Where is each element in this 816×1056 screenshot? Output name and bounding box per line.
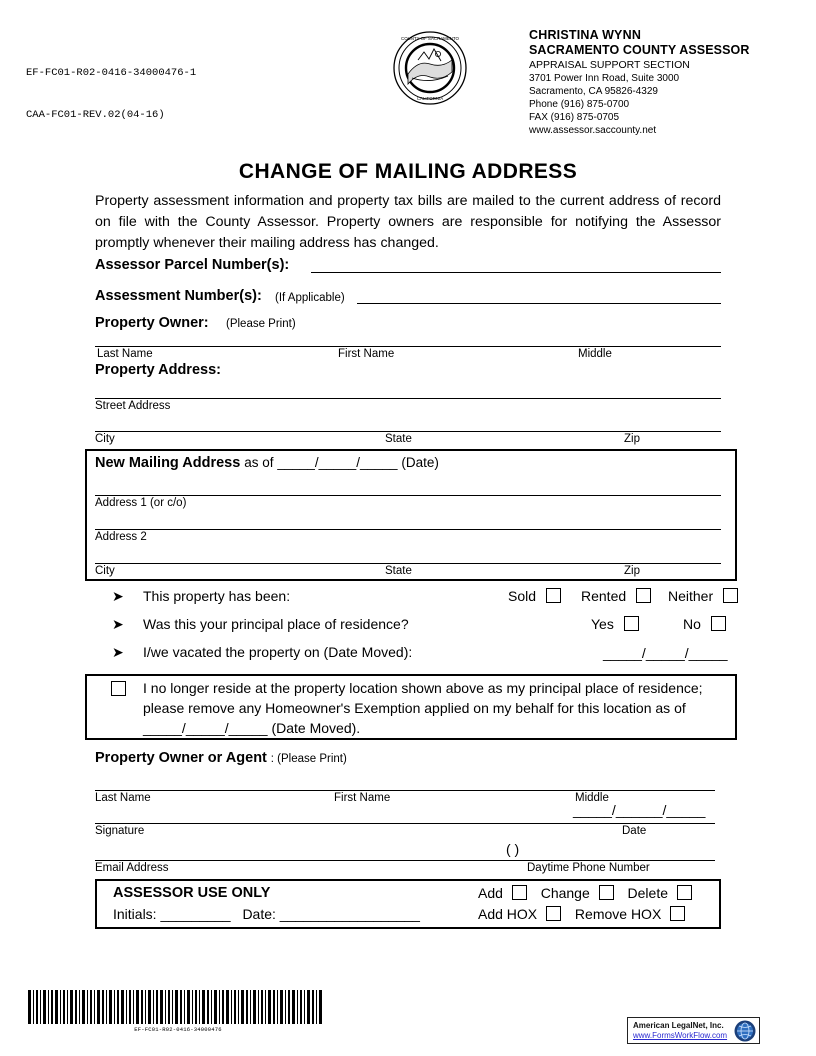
new-mailing-heading: New Mailing Address [95,455,241,471]
owner-name-input[interactable] [95,346,721,347]
bullet-arrow-icon-2: ➤ [112,617,124,633]
question-2-text: Was this your principal place of residence? [143,616,409,632]
option-sold-label: Sold [508,588,537,604]
email-caption: Email Address [95,862,169,874]
assessor-date-input[interactable]: __________________ [279,906,420,922]
form-code-line-1: EF-FC01-R02-0416-34000476-1 [26,67,197,79]
legalnet-logo[interactable] [627,1017,760,1044]
agency-info [529,28,799,137]
barcode-icon [28,990,324,1024]
assessment-number-input[interactable] [357,303,721,304]
street-address-caption: Street Address [95,400,171,412]
bullet-arrow-icon: ➤ [112,589,124,605]
owner-last-name-caption: Last Name [97,348,153,360]
question-1-option-neither [668,588,738,604]
phone-area-code-input[interactable]: ( ) [506,841,520,857]
owner-agent-note: : (Please Print) [270,753,347,765]
address-line-2: Sacramento, CA 95826-4329 [529,86,658,97]
new-address1-caption: Address 1 (or c/o) [95,497,187,509]
new-address1-input[interactable] [95,495,721,496]
legalnet-url[interactable]: www.FormsWorkFlow.com [633,1031,728,1040]
checkbox-remove-exemption[interactable] [111,681,126,696]
checkbox-sold[interactable] [546,588,561,603]
add-label: Add [478,885,503,901]
owner-agent-heading: Property Owner or Agent [95,750,267,766]
checkbox-neither[interactable] [723,588,738,603]
initials-date-row [113,906,420,922]
apn-input[interactable] [311,272,721,273]
page-title: CHANGE OF MAILING ADDRESS [238,160,578,183]
page-header [0,28,816,148]
globe-icon [733,1019,757,1048]
state-caption: State [385,433,412,445]
exemption-line-1: I no longer reside at the property location shown above as my principal place of [143,680,635,696]
option-rented-label: Rented [581,588,627,604]
agent-last-name-caption: Last Name [95,792,151,804]
new-address2-caption: Address 2 [95,531,147,543]
new-address2-input[interactable] [95,529,721,530]
checkbox-add-hox[interactable] [546,906,561,921]
checkbox-change[interactable] [599,885,614,900]
assessor-name: CHRISTINA WYNN [529,28,642,42]
agent-middle-name-caption: Middle [575,792,609,804]
assessor-date-label: Date: [242,906,276,922]
question-2-option-yes [591,616,639,632]
assessment-number-note: (If Applicable) [275,292,345,304]
property-owner-note: (Please Print) [226,318,296,330]
form-code-line-2: CAA-FC01-REV.02(04-16) [26,109,165,121]
add-hox-label: Add HOX [478,906,538,922]
checkbox-delete[interactable] [677,885,692,900]
question-2-option-no [683,616,726,632]
agent-first-name-caption: First Name [334,792,391,804]
exemption-line-3-pre: this location as of [577,700,686,716]
initials-input[interactable]: _________ [160,906,231,922]
remove-hox-label: Remove HOX [574,906,662,922]
exemption-line-2: residence; please remove any Homeowner's Exemption applied on my behalf for [143,680,703,716]
assessor-action-row-1 [478,885,692,901]
intro-paragraph: Property assessment information and property tax bills are mailed to the current address of record on file with the County Assessor. Property owners are responsible for notifying the Assessor promptly whenever their mailing address has changed. [95,193,721,251]
owner-middle-name-caption: Middle [578,348,612,360]
property-owner-label: Property Owner: [95,315,209,331]
new-mailing-date-caption: (Date) [401,455,439,470]
new-city-state-zip-input[interactable] [95,563,721,564]
website-url: www.assessor.saccounty.net [529,125,657,136]
question-1-text: This property has been: [143,588,291,604]
svg-text:CALIFORNIA: CALIFORNIA [416,96,444,101]
checkbox-no[interactable] [711,616,726,631]
new-state-caption: State [385,565,412,577]
signature-date-input[interactable]: _____/______/_____ [573,802,706,818]
new-zip-caption: Zip [624,565,640,577]
zip-caption: Zip [624,433,640,445]
exemption-line-3-post: (Date Moved). [271,720,361,736]
bullet-arrow-icon-3: ➤ [112,645,124,661]
new-city-caption: City [95,565,115,577]
fax-number: FAX (916) 875-0705 [529,112,620,123]
assessor-title: SACRAMENTO COUNTY ASSESSOR [529,42,750,57]
question-3-text: I/we vacated the property on (Date Moved): [143,644,413,660]
daytime-phone-caption: Daytime Phone Number [527,862,650,874]
initials-label: Initials: [113,906,157,922]
assessment-number-label: Assessment Number(s): [95,288,262,304]
apn-label: Assessor Parcel Number(s): [95,257,290,273]
new-mailing-date-input[interactable]: _____/_____/_____ [277,455,398,470]
street-address-input[interactable] [95,398,721,399]
agent-name-input[interactable] [95,790,715,791]
delete-label: Delete [627,885,668,901]
new-mailing-as-of-label: as of [244,455,274,470]
assessor-use-heading: ASSESSOR USE ONLY [113,885,271,901]
signature-input[interactable] [95,823,715,824]
change-label: Change [540,885,590,901]
date-caption: Date [622,825,647,837]
exemption-date-input[interactable]: _____/_____/_____ [143,720,268,736]
city-state-zip-input[interactable] [95,431,721,432]
checkbox-remove-hox[interactable] [670,906,685,921]
vacated-date-input[interactable]: _____/_____/_____ [603,645,728,661]
checkbox-add[interactable] [512,885,527,900]
county-seal-icon [392,30,468,106]
svg-text:COUNTY OF SACRAMENTO: COUNTY OF SACRAMENTO [401,36,459,41]
legalnet-name: American LegalNet, Inc. [633,1021,724,1030]
exemption-text [143,678,725,738]
email-phone-input[interactable] [95,860,715,861]
barcode-label: EF-FC01-R02-0416-34000476 [134,1026,222,1033]
option-no-label: No [683,616,701,632]
department-name: APPRAISAL SUPPORT SECTION [529,58,690,71]
checkbox-yes[interactable] [624,616,639,631]
barcode-area [28,990,328,1033]
assessor-action-row-2 [478,906,685,922]
property-address-label: Property Address: [95,362,221,378]
signature-caption: Signature [95,825,145,837]
question-1-option-sold [508,588,561,604]
city-caption: City [95,433,115,445]
option-yes-label: Yes [591,616,614,632]
address-line-1: 3701 Power Inn Road, Suite 3000 [529,73,680,84]
checkbox-rented[interactable] [636,588,651,603]
phone-number: Phone (916) 875-0700 [529,99,630,110]
option-neither-label: Neither [668,588,714,604]
form-code-block [26,38,196,150]
owner-first-name-caption: First Name [338,348,395,360]
question-1-option-rented [581,588,651,604]
